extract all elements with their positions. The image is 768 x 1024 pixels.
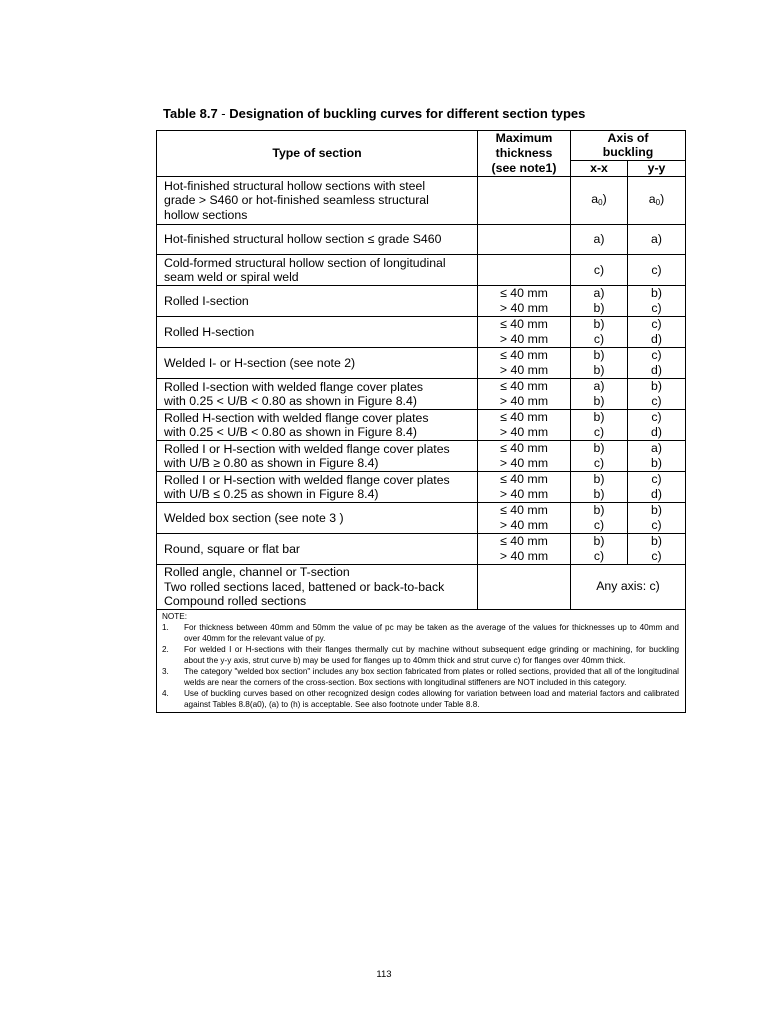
max-thickness-cell — [478, 348, 571, 379]
max-thickness-cell — [478, 503, 571, 534]
thickness-line: > 40 mm — [499, 487, 549, 501]
curve-xx-value: c) — [593, 332, 605, 346]
curve-yy-cell — [628, 317, 686, 348]
curve-xx-value: b) — [593, 301, 605, 315]
curve-yy-value: d) — [651, 363, 662, 377]
curve-xx-cell — [571, 177, 628, 225]
table-row — [157, 225, 686, 255]
header-axis-line: Axis of — [607, 131, 649, 146]
curve-yy-value: c) — [651, 549, 662, 563]
curve-xx-value: b) — [593, 317, 605, 331]
curve-yy-value: c) — [651, 394, 662, 408]
table-row — [157, 379, 686, 410]
curve-xx-cell — [571, 534, 628, 565]
note-text: The category "welded box section" includes any box section fabricated from plates or rolled sections, provided that all of the longitudinal welds are near the corners of the cross-section. Box sections with longitudinal stiffeners are NOT included in this category. — [184, 666, 679, 687]
section-type-line: Rolled angle, channel or T-section — [164, 565, 350, 579]
curve-yy-cell — [628, 503, 686, 534]
max-thickness-cell — [478, 472, 571, 503]
max-thickness-cell — [478, 534, 571, 565]
thickness-line: ≤ 40 mm — [500, 503, 548, 517]
section-type-line: Rolled I-section — [164, 293, 249, 308]
curve-yy-cell — [628, 255, 686, 286]
thickness-line: > 40 mm — [499, 301, 549, 315]
curve-yy-value: b) — [651, 456, 662, 470]
thickness-line: ≤ 40 mm — [500, 348, 548, 362]
table-row — [157, 348, 686, 379]
section-type-cell — [157, 255, 478, 286]
curve-xx-value: b) — [593, 410, 605, 424]
note-text: Use of buckling curves based on other recognized design codes allowing for variation between load and material factors and calibrated against Tables 8.8(a0), (a) to (h) is acceptable. See also footnote under Table 8.8. — [184, 688, 679, 709]
curve-yy-value: c) — [651, 472, 662, 486]
note-number: 2. — [162, 644, 169, 654]
thickness-line: > 40 mm — [499, 363, 549, 377]
table-row — [157, 472, 686, 503]
section-type-line: Rolled I-section with welded flange cover plates — [164, 379, 424, 394]
section-type-line: Rolled H-section — [164, 324, 255, 339]
table-row — [157, 503, 686, 534]
curve-xx-cell — [571, 317, 628, 348]
thickness-line: > 40 mm — [499, 394, 549, 408]
curve-yy-value: d) — [651, 332, 662, 346]
table-row — [157, 286, 686, 317]
section-type-line: Round, square or flat bar — [164, 541, 301, 556]
max-thickness-cell — [478, 410, 571, 441]
max-thickness-cell — [478, 565, 571, 610]
note-text: For thickness between 40mm and 50mm the value of pc may be taken as the average of the values for thicknesses up to 40mm and over 40mm for the relevant value of py. — [184, 622, 679, 643]
curve-yy-value: c) — [651, 410, 662, 424]
section-type-cell — [157, 503, 478, 534]
section-type-line: hollow sections — [164, 207, 248, 222]
note-text: For welded I or H-sections with their flanges thermally cut by machine without subsequent edge grinding or machining, for buckling about the y-y axis, strut curve b) may be used for flanges up to 40mm thick and strut curve c) for flanges over 40mm thick. — [184, 644, 679, 665]
curve-yy-value: b) — [651, 534, 662, 548]
section-type-cell — [157, 565, 478, 610]
section-type-line: Hot-finished structural hollow sections with steel — [164, 178, 426, 193]
curve-yy-value: $a_0$) — [648, 191, 665, 207]
any-axis-value: Any axis: c) — [596, 579, 660, 594]
section-type-line: Cold-formed structural hollow section of longitudinal — [164, 255, 446, 270]
section-type-cell — [157, 348, 478, 379]
curve-yy-value: a) — [651, 232, 662, 246]
max-thickness-cell — [478, 317, 571, 348]
section-type-line: seam weld or spiral weld — [164, 270, 299, 284]
thickness-line: ≤ 40 mm — [500, 286, 548, 300]
section-type-cell — [157, 225, 478, 255]
curve-yy-value: c) — [651, 301, 662, 315]
header-type-of-section: Type of section — [157, 131, 478, 177]
thickness-line: ≤ 40 mm — [500, 441, 548, 455]
thickness-line: ≤ 40 mm — [500, 534, 548, 548]
any-axis-cell — [571, 565, 686, 610]
table-row — [157, 410, 686, 441]
curve-yy-value: b) — [651, 503, 662, 517]
curve-yy-value: c) — [651, 518, 662, 532]
section-type-cell — [157, 534, 478, 565]
curve-xx-cell — [571, 472, 628, 503]
section-type-line: with 0.25 < U/B < 0.80 as shown in Figure 8.4) — [164, 425, 417, 439]
curve-xx-value: b) — [593, 487, 605, 501]
header-axis-of-buckling — [571, 131, 686, 161]
table-number: Table 8.7 — [163, 106, 218, 121]
notes-cell — [157, 609, 686, 712]
note-item — [162, 688, 679, 710]
curve-xx-value: c) — [593, 425, 605, 439]
header-row-1 — [157, 131, 686, 161]
section-type-line: Hot-finished structural hollow section ≤ grade S460 — [164, 232, 442, 247]
curve-xx-cell — [571, 255, 628, 286]
curve-xx-value: b) — [593, 394, 605, 408]
max-thickness-cell — [478, 379, 571, 410]
curve-xx-value: b) — [593, 441, 605, 455]
section-type-cell — [157, 472, 478, 503]
section-type-line: with 0.25 < U/B < 0.80 as shown in Figure 8.4) — [164, 394, 417, 408]
thickness-line: ≤ 40 mm — [500, 410, 548, 424]
thickness-line: > 40 mm — [499, 332, 549, 346]
curve-yy-cell — [628, 472, 686, 503]
table-title: Designation of buckling curves for different section types — [229, 106, 586, 121]
thickness-line: > 40 mm — [499, 549, 549, 563]
subscript-zero: 0 — [655, 197, 661, 207]
curve-yy-value: c) — [651, 348, 662, 362]
curve-xx-value: b) — [593, 472, 605, 486]
curve-yy-cell — [628, 379, 686, 410]
header-max-thickness-line: (see note1) — [491, 161, 557, 175]
curve-yy-cell — [628, 286, 686, 317]
curve-yy-value: c) — [651, 317, 662, 331]
table-row — [157, 441, 686, 472]
thickness-line: > 40 mm — [499, 456, 549, 470]
curve-xx-cell — [571, 348, 628, 379]
curve-xx-value: a) — [593, 232, 605, 246]
section-type-line: Welded box section (see note 3 ) — [164, 510, 344, 525]
curve-yy-cell — [628, 441, 686, 472]
thickness-line: ≤ 40 mm — [500, 379, 548, 393]
section-type-line: Two rolled sections laced, battened or back-to-back — [164, 579, 445, 594]
curve-xx-value: $a_0$) — [591, 191, 607, 207]
header-max-thickness-line: Maximum — [495, 131, 553, 145]
section-type-cell — [157, 177, 478, 225]
curve-yy-cell — [628, 410, 686, 441]
header-xx: x-x — [571, 160, 628, 176]
header-yy: y-y — [628, 160, 686, 176]
curve-xx-value: b) — [593, 503, 605, 517]
section-type-line: Rolled H-section with welded flange cover plates — [164, 410, 429, 425]
section-type-cell — [157, 286, 478, 317]
curve-xx-cell — [571, 225, 628, 255]
curve-xx-value: c) — [593, 262, 605, 277]
thickness-line: ≤ 40 mm — [500, 317, 548, 331]
table-caption — [163, 106, 585, 121]
caption-dash: - — [217, 106, 230, 121]
max-thickness-cell — [478, 286, 571, 317]
header-max-thickness — [478, 131, 571, 177]
note-number: 1. — [162, 622, 169, 632]
section-type-line: Rolled I or H-section with welded flange cover plates — [164, 472, 450, 487]
curve-yy-value: c) — [651, 262, 662, 277]
curve-yy-value: b) — [651, 286, 662, 300]
header-max-thickness-line: thickness — [495, 146, 553, 160]
note-item — [162, 666, 679, 688]
section-type-line: Compound rolled sections — [164, 594, 307, 608]
table-row-other-sections — [157, 565, 686, 610]
section-type-line: with U/B ≤ 0.25 as shown in Figure 8.4) — [164, 487, 379, 501]
section-type-cell — [157, 410, 478, 441]
curve-yy-cell — [628, 534, 686, 565]
page-number: 113 — [376, 969, 392, 980]
header-axis-line: buckling — [602, 145, 654, 160]
section-type-cell — [157, 317, 478, 348]
curve-yy-cell — [628, 177, 686, 225]
curve-xx-value: b) — [593, 363, 605, 377]
section-type-line: grade > S460 or hot-finished seamless structural — [164, 193, 429, 208]
table-row — [157, 255, 686, 286]
note-number: 4. — [162, 688, 169, 698]
table-row — [157, 177, 686, 225]
curve-yy-value: d) — [651, 425, 662, 439]
max-thickness-cell — [478, 441, 571, 472]
buckling-curves-table — [156, 130, 686, 713]
thickness-line: > 40 mm — [499, 518, 549, 532]
section-type-line: with U/B ≥ 0.80 as shown in Figure 8.4) — [164, 456, 379, 470]
curve-yy-cell — [628, 348, 686, 379]
table-row — [157, 317, 686, 348]
curve-xx-cell — [571, 379, 628, 410]
curve-xx-value: c) — [593, 518, 605, 532]
curve-xx-value: b) — [593, 534, 605, 548]
notes-heading: NOTE: — [162, 611, 188, 621]
notes-row — [157, 609, 686, 712]
curve-xx-value: c) — [593, 456, 605, 470]
subscript-zero: 0 — [598, 197, 603, 207]
note-item — [162, 622, 679, 644]
curve-xx-cell — [571, 286, 628, 317]
curve-xx-cell — [571, 410, 628, 441]
curve-xx-value: c) — [593, 549, 605, 563]
section-type-cell — [157, 441, 478, 472]
section-type-line: Rolled I or H-section with welded flange cover plates — [164, 441, 450, 456]
max-thickness-cell — [478, 177, 571, 225]
note-item — [162, 644, 679, 666]
curve-yy-value: d) — [651, 487, 662, 501]
thickness-line: > 40 mm — [499, 425, 549, 439]
curve-yy-value: a) — [651, 441, 662, 455]
curve-xx-value: a) — [593, 286, 605, 300]
max-thickness-cell — [478, 255, 571, 286]
section-type-line: Welded I- or H-section (see note 2) — [164, 355, 356, 370]
curve-xx-value: b) — [593, 348, 605, 362]
thickness-line: ≤ 40 mm — [500, 472, 548, 486]
max-thickness-cell — [478, 225, 571, 255]
curve-xx-cell — [571, 503, 628, 534]
table-body — [157, 131, 686, 713]
table-row — [157, 534, 686, 565]
curve-yy-cell — [628, 225, 686, 255]
note-number: 3. — [162, 666, 169, 676]
curve-xx-cell — [571, 441, 628, 472]
curve-xx-value: a) — [593, 379, 605, 393]
section-type-cell — [157, 379, 478, 410]
curve-yy-value: b) — [651, 379, 662, 393]
